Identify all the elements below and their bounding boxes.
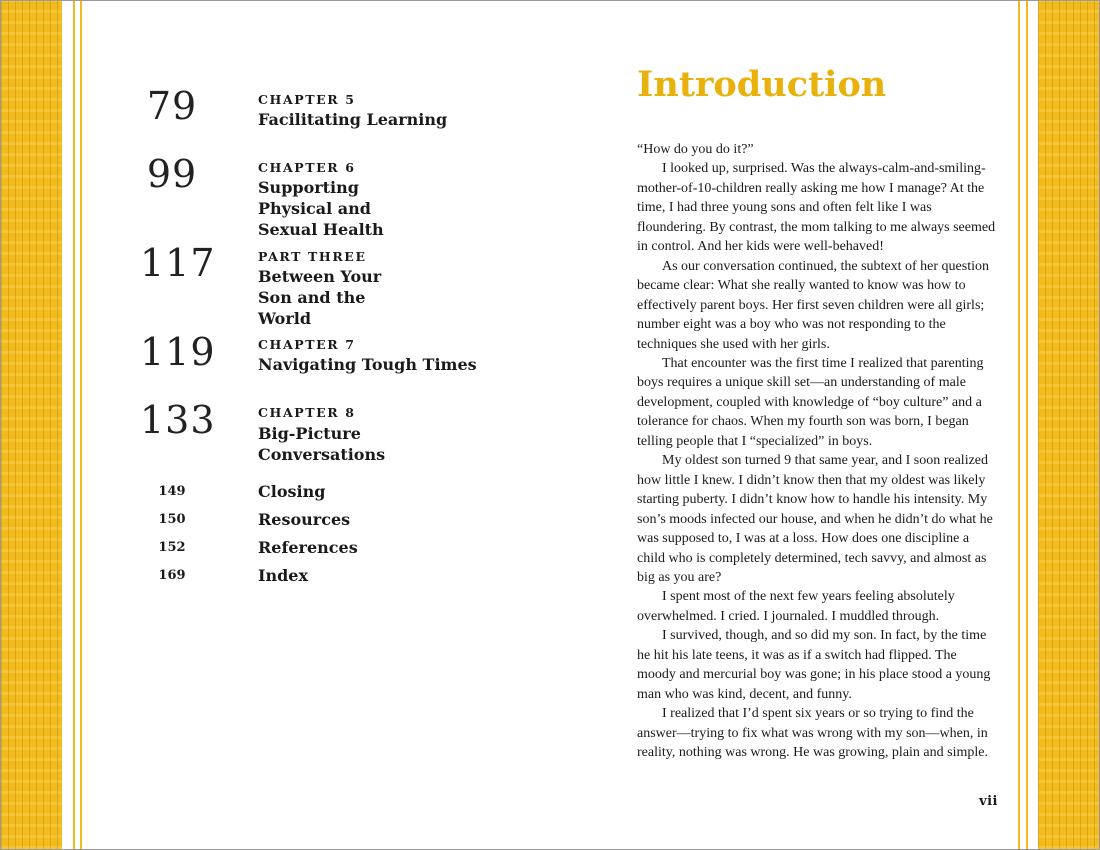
toc-chapter-label: CHAPTER 7 <box>258 337 356 352</box>
toc-page-number: 119 <box>140 330 216 374</box>
right-rule-outer <box>1026 1 1028 849</box>
toc-backmatter-page: 150 <box>158 512 186 527</box>
toc-page-number: 99 <box>146 152 198 196</box>
left-rule-outer <box>73 1 75 849</box>
toc-chapter-title: Big-Picture Conversations <box>258 424 386 464</box>
intro-paragraph: “How do you do it?” <box>637 142 754 157</box>
left-decorative-band <box>1 1 62 849</box>
toc-backmatter-title: Resources <box>258 510 351 529</box>
toc-chapter-title: Supporting Physical and Sexual Health <box>258 178 384 239</box>
left-rule-inner <box>80 1 82 849</box>
toc-backmatter-title: References <box>258 538 358 557</box>
right-decorative-band <box>1038 1 1099 849</box>
toc-chapter-label: CHAPTER 5 <box>258 92 356 107</box>
introduction-body <box>637 140 999 763</box>
toc-backmatter-page: 149 <box>158 484 186 499</box>
right-rule-inner <box>1018 1 1020 849</box>
toc-backmatter-page: 152 <box>158 540 186 555</box>
toc-backmatter-title: Closing <box>258 482 326 501</box>
toc-chapter-title: Navigating Tough Times <box>258 355 477 374</box>
intro-paragraph: My oldest son turned 9 that same year, and I soon realized how little I knew. I didn’t know then that my oldest was likely starting puberty. I didn’t know how to handle his intensity. My son’s moods infected our house, and when he didn’t do what he was supposed to, I was at a loss. How does one discipline a child who is completely determined, tech savvy, and almost as big as you are? <box>637 453 993 585</box>
intro-paragraph: That encounter was the first time I realized that parenting boys requires a unique skill set—an understanding of male development, coupled with knowledge of “boy culture” and a tolerance for chaos. When my fourth son was born, I began telling people that I “specialized” in boys. <box>637 355 984 449</box>
toc-page-number: 117 <box>140 241 216 285</box>
intro-paragraph: As our conversation continued, the subtext of her question became clear: What she really wanted to know was how to effectively parent boys. Her first seven children were all girls; number eight was a boy who was not responding to the techniques she used with her girls. <box>637 258 989 352</box>
toc-chapter-label: CHAPTER 6 <box>258 160 356 175</box>
intro-paragraph: I looked up, surprised. Was the always-calm-and-smiling-mother-of-10-children really asking me how I manage? At the time, I had three young sons and often felt like I was floundering. By contrast, the mom talking to me always seemed in control. And her kids were well-behaved! <box>637 161 996 255</box>
introduction-heading: Introduction <box>637 64 887 105</box>
toc-backmatter-page: 169 <box>158 568 186 583</box>
toc-part-title: Between Your Son and the World <box>258 267 382 328</box>
intro-paragraph: I realized that I’d spent six years or so trying to find the answer—trying to fix what was wrong with my son—when, in reality, nothing was wrong. He was growing, plain and simple. <box>637 706 988 761</box>
page-number: vii <box>979 794 998 809</box>
intro-paragraph: I survived, though, and so did my son. In fact, by the time he hit his late teens, it was as if a switch had flipped. The moody and mercurial boy was gone; in his place stood a young man who was kind, decent, and funny. <box>637 628 991 702</box>
toc-chapter-title: Facilitating Learning <box>258 110 448 129</box>
toc-backmatter-title: Index <box>258 566 309 585</box>
toc-chapter-label: CHAPTER 8 <box>258 405 356 420</box>
intro-paragraph: I spent most of the next few years feeling absolutely overwhelmed. I cried. I journaled. I muddled through. <box>637 589 955 624</box>
toc-page-number: 133 <box>140 398 216 442</box>
toc-page-number: 79 <box>146 84 198 128</box>
toc-part-label: PART THREE <box>258 249 367 264</box>
